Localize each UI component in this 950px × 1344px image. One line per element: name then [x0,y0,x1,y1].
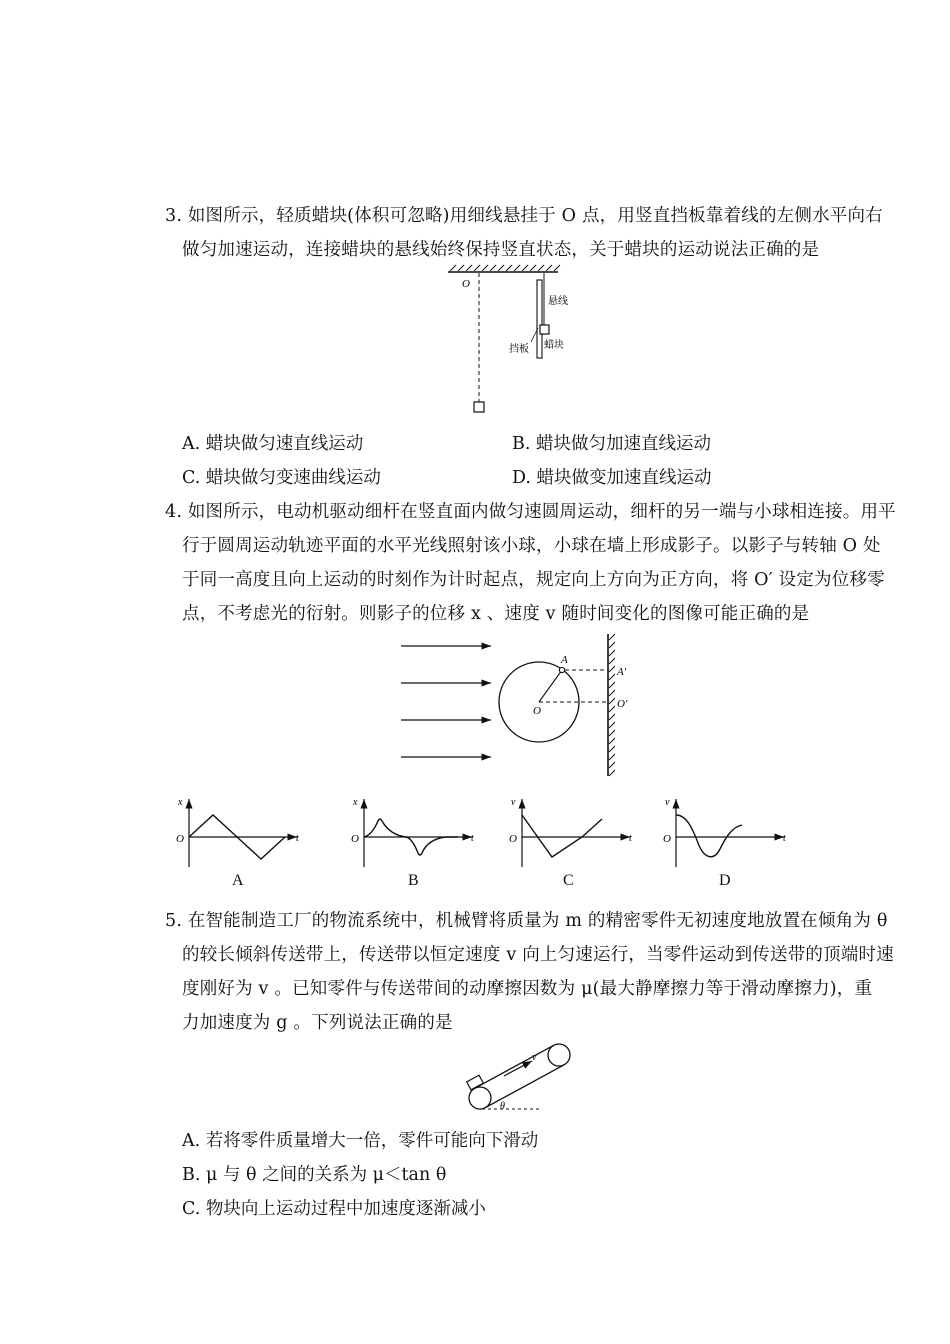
q3-option-b: B. 蜡块做匀加速直线运动 [512,434,711,454]
q4-graph-d-label: D [719,872,731,889]
q4-graph-c-label: C [563,872,574,889]
q5-label-v: v [532,1052,537,1063]
q4-point-a-prime: A′ [617,666,627,678]
q4-point-a: A [561,654,568,666]
q3-figure [440,262,570,422]
q4-graph-a [175,795,305,870]
q4-graph-b-xlabel: t [471,833,474,844]
q4-graph-c [508,795,638,870]
q4-graph-d-origin: O [663,833,671,845]
q4-graph-c-curve [522,815,602,857]
q3-label-board: 挡板 [509,344,529,355]
q4-graph-d [662,795,792,870]
q4-point-o: O [533,705,541,717]
q5-stem-line-3: 度刚好为 v 。已知零件与传送带间的动摩擦因数为 μ(最大静摩擦力等于滑动摩擦力)，重 [182,979,873,999]
q4-graph-b-origin: O [351,833,359,845]
q3-label-block: 蜡块 [544,340,564,351]
q5-label-theta: θ [500,1101,505,1112]
q4-graph-c-origin: O [509,833,517,845]
q4-stem-line-1: 4. 如图所示，电动机驱动细杆在竖直面内做匀速圆周运动，细杆的另一端与小球相连接。用平 [165,502,896,522]
q5-stem-line-2: 的较长倾斜传送带上，传送带以恒定速度 v 向上匀速运行，当零件运动到传送带的顶端时速 [182,945,894,965]
q4-graph-d-curve [676,815,742,857]
q3-point-o: O [462,278,470,290]
q4-ball [559,667,564,672]
q3-wax-block [540,325,549,334]
q4-graph-d-ylabel: v [665,797,670,808]
q5-stem-line-4: 力加速度为 g 。下列说法正确的是 [182,1013,453,1033]
q4-point-o-prime: O′ [617,698,628,710]
q4-graph-b [350,795,480,870]
q4-graph-b-ylabel: x [353,797,358,808]
q3-label-line: 悬线 [548,296,568,307]
q4-graph-a-label: A [232,872,244,889]
q3-stem-line-2: 做匀加速运动，连接蜡块的悬线始终保持竖直状态，关于蜡块的运动说法正确的是 [182,240,820,260]
q4-graph-c-xlabel: t [629,833,632,844]
q4-graph-a-origin: O [176,833,184,845]
q3-option-a: A. 蜡块做匀速直线运动 [182,434,364,454]
q4-stem-line-2: 行于圆周运动轨迹平面的水平光线照射该小球，小球在墙上形成影子。以影子与转轴 O 处 [182,536,881,556]
q5-option-c: C. 物块向上运动过程中加速度逐渐减小 [182,1199,486,1219]
q3-stem-line-1: 3. 如图所示，轻质蜡块(体积可忽略)用细线悬挂于 O 点，用竖直挡板靠着线的左侧水平向右 [165,206,883,226]
q4-graph-b-label: B [408,872,419,889]
q3-option-c: C. 蜡块做匀变速曲线运动 [182,468,381,488]
q5-option-b: B. μ 与 θ 之间的关系为 μ＜tan θ [182,1165,447,1185]
q4-figure [395,630,645,780]
q4-stem-line-3: 于同一高度且向上运动的时刻作为计时起点，规定向上方向为正方向，将 O′ 设定为位移零 [182,570,885,590]
q3-option-d: D. 蜡块做变加速直线运动 [512,468,712,488]
q5-stem-line-1: 5. 在智能制造工厂的物流系统中，机械臂将质量为 m 的精密零件无初速度地放置在倾角为 θ [165,911,888,931]
q4-graph-a-xlabel: t [296,833,299,844]
q3-block-initial [474,402,484,412]
q4-stem-line-4: 点，不考虑光的衍射。则影子的位移 x 、速度 v 随时间变化的图像可能正确的是 [182,604,810,624]
q4-graph-c-ylabel: v [511,797,516,808]
q3-board [537,280,542,358]
q5-option-a: A. 若将零件质量增大一倍，零件可能向下滑动 [182,1131,539,1151]
q4-graph-d-xlabel: t [783,833,786,844]
q4-graph-a-ylabel: x [178,797,183,808]
q5-figure [460,1032,590,1118]
